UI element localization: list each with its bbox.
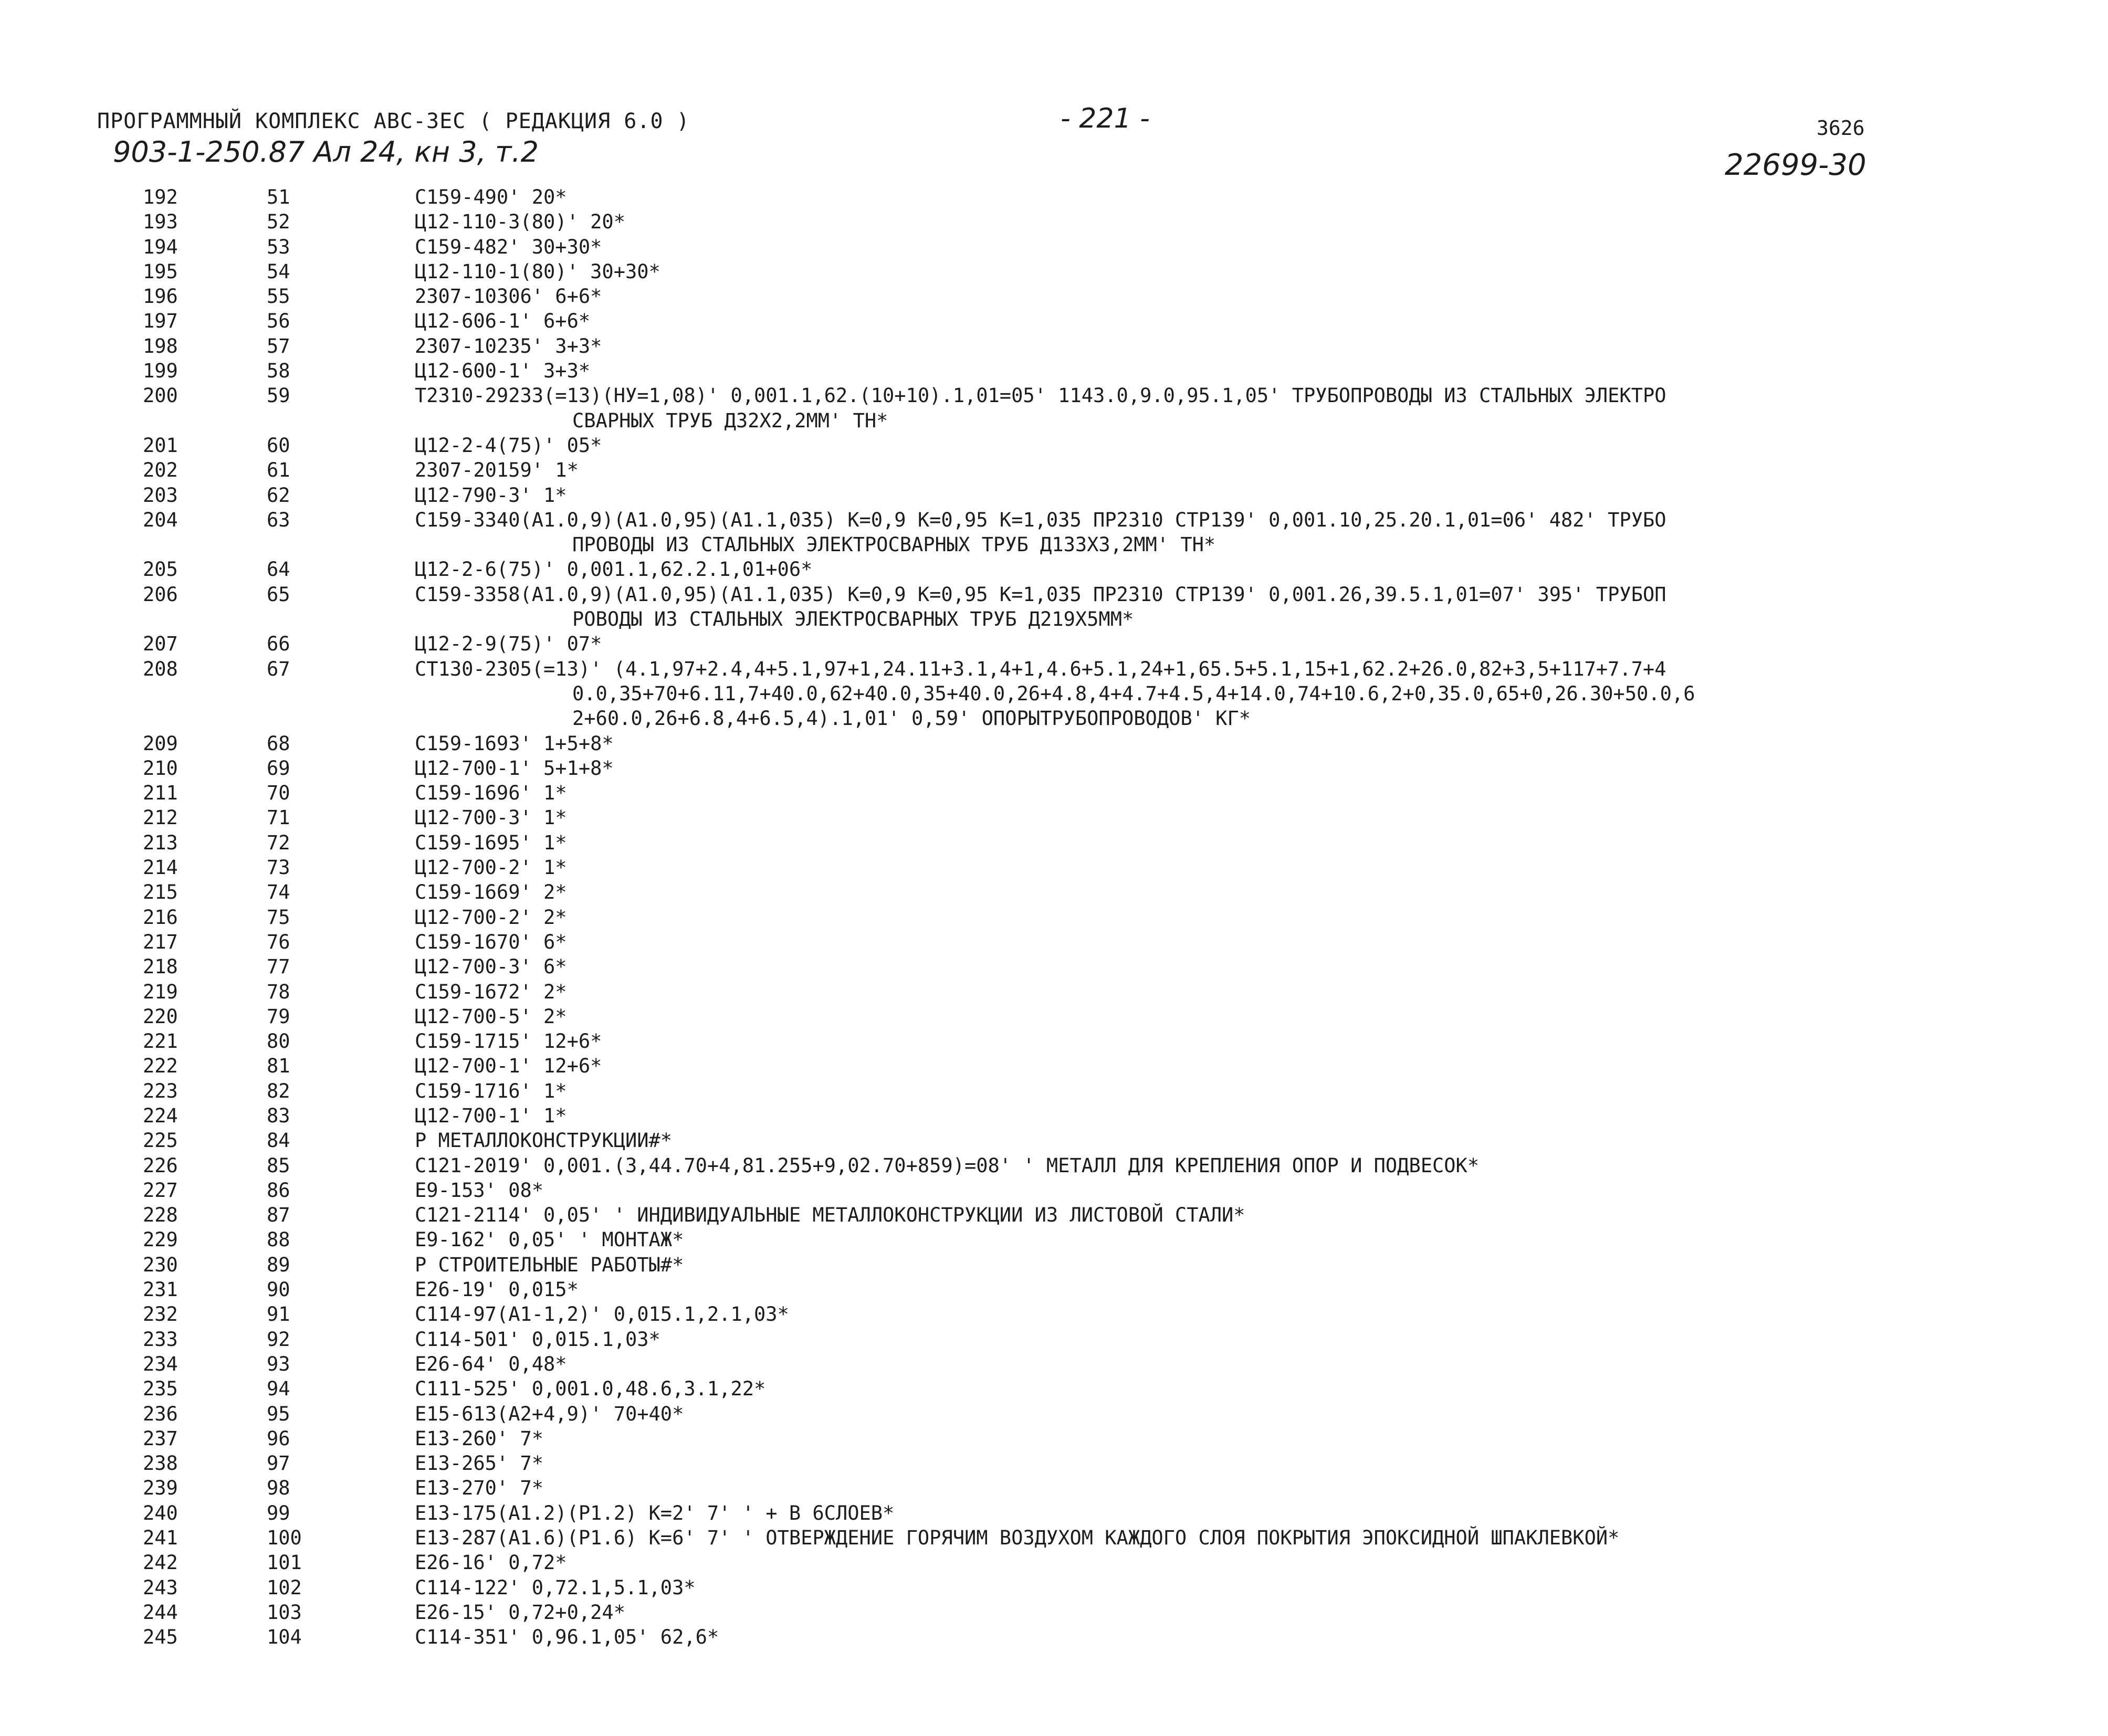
statement-line: СТ130-2305(=13)' (4.1,97+2.4,4+5.1,97+1,24.11+3.1,4+1,4.6+5.1,24+1,65.5+5.1,15+1,62.2+26.0,82+3,5+117+7.7+4 <box>415 657 1666 680</box>
statement-line: Ц12-110-3(80)' 20* <box>415 211 625 234</box>
listing-row <box>0 980 2108 1004</box>
statement-number: 85 <box>267 1154 290 1177</box>
statement-line: Ц12-700-2' 1* <box>415 856 567 879</box>
statement-text <box>415 1079 2108 1103</box>
statement-line: С159-1715' 12+6* <box>415 1030 602 1053</box>
statement-line: С159-490' 20* <box>415 186 567 208</box>
page-number: - 221 - <box>1061 103 1150 134</box>
statement-line: Е13-260' 7* <box>415 1427 544 1450</box>
statement-line: С159-1716' 1* <box>415 1079 567 1102</box>
statement-number: 69 <box>267 756 290 780</box>
line-number: 193 <box>143 211 178 234</box>
statement-number: 89 <box>267 1253 290 1276</box>
statement-line: Е15-613(А2+4,9)' 70+40* <box>415 1402 684 1425</box>
listing-row <box>0 880 2108 904</box>
listing-row <box>0 905 2108 930</box>
statement-text <box>415 508 2108 557</box>
statement-number: 62 <box>267 483 290 507</box>
listing-row <box>0 309 2108 333</box>
statement-text <box>415 1402 2108 1426</box>
listing-row <box>0 1153 2108 1178</box>
statement-text <box>415 458 2108 482</box>
statement-number: 93 <box>267 1352 290 1375</box>
line-number: 203 <box>143 483 178 507</box>
statement-number: 51 <box>267 186 290 208</box>
statement-line: Т2310-29233(=13)(НУ=1,08)' 0,001.1,62.(10+10).1,01=05' 1143.0,9.0,95.1,05' ТРУБОПРОВОДЫ ИЗ СТАЛЬНЫХ ЭЛЕКТРО <box>415 384 1666 407</box>
statement-line: Е13-270' 7* <box>415 1477 544 1500</box>
line-number: 200 <box>143 384 178 407</box>
statement-line: С114-97(А1-1,2)' 0,015.1,2.1,03* <box>415 1303 789 1326</box>
line-number: 205 <box>143 558 178 581</box>
line-number: 231 <box>143 1278 178 1301</box>
listing-row <box>0 1352 2108 1376</box>
statement-line: Ц12-700-1' 5+1+8* <box>415 756 614 780</box>
statement-number: 82 <box>267 1079 290 1102</box>
statement-line: Ц12-2-6(75)' 0,001.1,62.2.1,01+06* <box>415 558 813 581</box>
listing-row <box>0 805 2108 830</box>
line-number: 240 <box>143 1501 178 1524</box>
listing-row <box>0 1525 2108 1550</box>
listing-row <box>0 1625 2108 1649</box>
line-number: 209 <box>143 732 178 755</box>
listing-row <box>0 1128 2108 1153</box>
program-listing <box>0 185 2108 1650</box>
statement-text <box>415 433 2108 458</box>
statement-text <box>415 284 2108 309</box>
line-number: 201 <box>143 434 178 457</box>
statement-number: 84 <box>267 1129 290 1152</box>
statement-line: Е13-175(А1.2)(Р1.2) К=2' 7' ' + В 6СЛОЕВ* <box>415 1501 895 1524</box>
line-number: 223 <box>143 1079 178 1102</box>
listing-row <box>0 1302 2108 1327</box>
statement-line: С159-3340(А1.0,9)(А1.0,95)(А1.1,035) К=0,9 К=0,95 К=1,035 ПР2310 СТР139' 0,001.10,25.20.1,01=06' 482' ТРУБО <box>415 508 1666 531</box>
listing-row <box>0 1277 2108 1302</box>
statement-number: 71 <box>267 806 290 829</box>
listing-row <box>0 359 2108 383</box>
statement-line: Р МЕТАЛЛОКОНСТРУКЦИИ#* <box>415 1129 673 1152</box>
program-header: ПРОГРАММНЫЙ КОМПЛЕКС АВС-ЗЕС ( РЕДАКЦИЯ 6.0 ) <box>97 109 690 133</box>
statement-text <box>415 731 2108 756</box>
listing-row <box>0 1327 2108 1352</box>
line-number: 224 <box>143 1104 178 1127</box>
statement-line: Ц12-700-1' 12+6* <box>415 1055 602 1078</box>
statement-line: Ц12-700-3' 1* <box>415 806 567 829</box>
statement-number: 101 <box>267 1551 302 1574</box>
statement-number: 99 <box>267 1501 290 1524</box>
listing-row <box>0 334 2108 359</box>
statement-line: С159-1695' 1* <box>415 831 567 854</box>
statement-text <box>415 905 2108 930</box>
statement-continuation: 2+60.0,26+6.8,4+6.5,4).1,01' 0,59' ОПОРЫТРУБОПРОВОДОВ' КГ* <box>572 707 1251 730</box>
statement-line: С159-1696' 1* <box>415 782 567 805</box>
statement-number: 56 <box>267 310 290 333</box>
line-number: 195 <box>143 260 178 283</box>
listing-row <box>0 1054 2108 1078</box>
listing-row <box>0 1426 2108 1451</box>
statement-number: 86 <box>267 1179 290 1202</box>
statement-text <box>415 1327 2108 1352</box>
statement-number: 59 <box>267 384 290 407</box>
listing-row <box>0 1402 2108 1426</box>
listing-row <box>0 582 2108 632</box>
statement-text <box>415 1153 2108 1178</box>
statement-number: 81 <box>267 1055 290 1078</box>
statement-line: С121-2114' 0,05' ' ИНДИВИДУАЛЬНЫЕ МЕТАЛЛОКОНСТРУКЦИИ ИЗ ЛИСТОВОЙ СТАЛИ* <box>415 1204 1245 1227</box>
line-number: 212 <box>143 806 178 829</box>
statement-text <box>415 1178 2108 1203</box>
statement-text <box>415 1054 2108 1078</box>
statement-number: 80 <box>267 1030 290 1053</box>
statement-text <box>415 1302 2108 1327</box>
line-number: 242 <box>143 1551 178 1574</box>
listing-row <box>0 1550 2108 1575</box>
listing-row <box>0 557 2108 582</box>
statement-text <box>415 1525 2108 1550</box>
statement-line: С159-3358(А1.0,9)(А1.0,95)(А1.1,035) К=0,9 К=0,95 К=1,035 ПР2310 СТР139' 0,001.26,39.5.1,01=07' 395' ТРУБОП <box>415 583 1666 606</box>
line-number: 207 <box>143 633 178 656</box>
line-number: 226 <box>143 1154 178 1177</box>
statement-text <box>415 1625 2108 1649</box>
statement-text <box>415 1376 2108 1401</box>
line-number: 211 <box>143 782 178 805</box>
line-number: 230 <box>143 1253 178 1276</box>
statement-continuation: РОВОДЫ ИЗ СТАЛЬНЫХ ЭЛЕКТРОСВАРНЫХ ТРУБ Д219Х5ММ* <box>572 608 1134 631</box>
line-number: 227 <box>143 1179 178 1202</box>
statement-text <box>415 756 2108 781</box>
statement-text <box>415 781 2108 805</box>
statement-text <box>415 1476 2108 1500</box>
listing-row <box>0 1004 2108 1029</box>
listing-row <box>0 1600 2108 1625</box>
statement-line: С159-482' 30+30* <box>415 235 602 258</box>
statement-text <box>415 1103 2108 1128</box>
statement-line: Ц12-606-1' 6+6* <box>415 310 591 333</box>
statement-number: 102 <box>267 1576 302 1599</box>
statement-line: С159-1670' 6* <box>415 930 567 953</box>
statement-number: 75 <box>267 906 290 929</box>
statement-line: Е26-15' 0,72+0,24* <box>415 1601 625 1624</box>
line-number: 216 <box>143 906 178 929</box>
statement-number: 98 <box>267 1477 290 1500</box>
statement-number: 94 <box>267 1377 290 1401</box>
listing-row <box>0 483 2108 508</box>
statement-line: С121-2019' 0,001.(3,44.70+4,81.255+9,02.70+859)=08' ' МЕТАЛЛ ДЛЯ КРЕПЛЕНИЯ ОПОР И ПОДВЕСОК* <box>415 1154 1480 1177</box>
line-number: 213 <box>143 831 178 854</box>
statement-text <box>415 1426 2108 1451</box>
statement-text <box>415 805 2108 830</box>
line-number: 241 <box>143 1527 178 1550</box>
statement-number: 58 <box>267 360 290 383</box>
line-number: 215 <box>143 881 178 904</box>
document-code: 3626 <box>1817 117 1865 140</box>
statement-line: Е9-162' 0,05' ' МОНТАЖ* <box>415 1228 684 1251</box>
statement-number: 60 <box>267 434 290 457</box>
line-number: 222 <box>143 1055 178 1078</box>
statement-line: С114-122' 0,72.1,5.1,03* <box>415 1576 696 1599</box>
line-number: 225 <box>143 1129 178 1152</box>
line-number: 210 <box>143 756 178 780</box>
statement-line: С114-501' 0,015.1,03* <box>415 1328 660 1351</box>
line-number: 196 <box>143 285 178 308</box>
statement-text <box>415 383 2108 433</box>
statement-text <box>415 954 2108 979</box>
statement-text <box>415 235 2108 259</box>
line-number: 217 <box>143 930 178 953</box>
listing-row <box>0 954 2108 979</box>
statement-text <box>415 930 2108 954</box>
handwritten-reference: 903-1-250.87 Ал 24, кн 3, т.2 <box>113 135 539 169</box>
statement-text <box>415 483 2108 508</box>
listing-row <box>0 781 2108 805</box>
statement-line: С114-351' 0,96.1,05' 62,6* <box>415 1626 719 1649</box>
line-number: 208 <box>143 657 178 680</box>
line-number: 218 <box>143 955 178 979</box>
line-number: 202 <box>143 459 178 482</box>
statement-line: С159-1669' 2* <box>415 881 567 904</box>
statement-number: 76 <box>267 930 290 953</box>
statement-text <box>415 1550 2108 1575</box>
inventory-stamp: 22699-30 <box>1725 148 1866 182</box>
statement-text <box>415 1501 2108 1525</box>
statement-number: 92 <box>267 1328 290 1351</box>
listing-row <box>0 259 2108 284</box>
line-number: 243 <box>143 1576 178 1599</box>
line-number: 239 <box>143 1477 178 1500</box>
statement-text <box>415 359 2108 383</box>
listing-row <box>0 284 2108 309</box>
statement-line: Ц12-600-1' 3+3* <box>415 360 591 383</box>
statement-number: 97 <box>267 1452 290 1475</box>
statement-number: 91 <box>267 1303 290 1326</box>
line-number: 198 <box>143 334 178 357</box>
statement-continuation: СВАРНЫХ ТРУБ Д32Х2,2ММ' ТН* <box>572 409 888 432</box>
listing-row <box>0 235 2108 259</box>
line-number: 238 <box>143 1452 178 1475</box>
statement-number: 78 <box>267 980 290 1003</box>
statement-line: Р СТРОИТЕЛЬНЫЕ РАБОТЫ#* <box>415 1253 684 1276</box>
statement-number: 100 <box>267 1527 302 1550</box>
listing-row <box>0 1501 2108 1525</box>
statement-number: 72 <box>267 831 290 854</box>
statement-line: Е13-265' 7* <box>415 1452 544 1475</box>
statement-number: 67 <box>267 657 290 680</box>
statement-number: 65 <box>267 583 290 606</box>
listing-row <box>0 508 2108 557</box>
line-number: 204 <box>143 508 178 531</box>
line-number: 235 <box>143 1377 178 1401</box>
listing-row <box>0 1029 2108 1054</box>
statement-number: 73 <box>267 856 290 879</box>
statement-text <box>415 1600 2108 1625</box>
statement-text <box>415 185 2108 209</box>
statement-text <box>415 1203 2108 1227</box>
listing-row <box>0 830 2108 855</box>
line-number: 219 <box>143 980 178 1003</box>
line-number: 236 <box>143 1402 178 1425</box>
line-number: 197 <box>143 310 178 333</box>
statement-line: Ц12-700-1' 1* <box>415 1104 567 1127</box>
line-number: 234 <box>143 1352 178 1375</box>
line-number: 233 <box>143 1328 178 1351</box>
line-number: 237 <box>143 1427 178 1450</box>
listing-row <box>0 1253 2108 1277</box>
listing-row <box>0 1203 2108 1227</box>
statement-number: 96 <box>267 1427 290 1450</box>
statement-line: 2307-20159' 1* <box>415 459 579 482</box>
listing-row <box>0 731 2108 756</box>
statement-line: Ц12-790-3' 1* <box>415 483 567 507</box>
statement-number: 104 <box>267 1626 302 1649</box>
statement-line: Ц12-700-3' 6* <box>415 955 567 979</box>
listing-row <box>0 1079 2108 1103</box>
statement-line: Ц12-2-9(75)' 07* <box>415 633 602 656</box>
line-number: 221 <box>143 1030 178 1053</box>
statement-line: Ц12-700-5' 2* <box>415 1005 567 1028</box>
line-number: 232 <box>143 1303 178 1326</box>
statement-number: 61 <box>267 459 290 482</box>
statement-text <box>415 632 2108 656</box>
listing-row <box>0 1575 2108 1600</box>
statement-text <box>415 1352 2108 1376</box>
statement-number: 90 <box>267 1278 290 1301</box>
statement-number: 87 <box>267 1204 290 1227</box>
listing-row <box>0 383 2108 433</box>
statement-line: С159-1672' 2* <box>415 980 567 1003</box>
statement-text <box>415 830 2108 855</box>
statement-number: 88 <box>267 1228 290 1251</box>
listing-row <box>0 657 2108 731</box>
statement-number: 68 <box>267 732 290 755</box>
statement-text <box>415 557 2108 582</box>
listing-row <box>0 209 2108 234</box>
statement-number: 63 <box>267 508 290 531</box>
statement-number: 70 <box>267 782 290 805</box>
listing-row <box>0 1376 2108 1401</box>
statement-text <box>415 855 2108 880</box>
listing-row <box>0 855 2108 880</box>
statement-line: С111-525' 0,001.0,48.6,3.1,22* <box>415 1377 766 1401</box>
statement-number: 77 <box>267 955 290 979</box>
statement-number: 57 <box>267 334 290 357</box>
listing-row <box>0 1227 2108 1252</box>
statement-line: Е26-16' 0,72* <box>415 1551 567 1574</box>
statement-number: 53 <box>267 235 290 258</box>
statement-number: 83 <box>267 1104 290 1127</box>
statement-text <box>415 1575 2108 1600</box>
statement-text <box>415 657 2108 731</box>
listing-row <box>0 433 2108 458</box>
statement-number: 103 <box>267 1601 302 1624</box>
line-number: 220 <box>143 1005 178 1028</box>
statement-text <box>415 1277 2108 1302</box>
statement-line: Ц12-2-4(75)' 05* <box>415 434 602 457</box>
statement-text <box>415 1004 2108 1029</box>
statement-continuation: 0.0,35+70+6.11,7+40.0,62+40.0,35+40.0,26+4.8,4+4.7+4.5,4+14.0,74+10.6,2+0,35.0,65+0,26.30+50.0,6 <box>572 682 1695 705</box>
line-number: 194 <box>143 235 178 258</box>
statement-text <box>415 259 2108 284</box>
statement-number: 52 <box>267 211 290 234</box>
listing-row <box>0 1103 2108 1128</box>
line-number: 199 <box>143 360 178 383</box>
statement-number: 66 <box>267 633 290 656</box>
statement-text <box>415 309 2108 333</box>
statement-continuation: ПРОВОДЫ ИЗ СТАЛЬНЫХ ЭЛЕКТРОСВАРНЫХ ТРУБ Д133Х3,2ММ' ТН* <box>572 533 1216 556</box>
statement-number: 95 <box>267 1402 290 1425</box>
listing-row <box>0 632 2108 656</box>
statement-number: 54 <box>267 260 290 283</box>
listing-row <box>0 458 2108 482</box>
statement-line: Ц12-110-1(80)' 30+30* <box>415 260 660 283</box>
statement-line: Е26-64' 0,48* <box>415 1352 567 1375</box>
statement-line: С159-1693' 1+5+8* <box>415 732 614 755</box>
statement-text <box>415 1029 2108 1054</box>
line-number: 228 <box>143 1204 178 1227</box>
statement-line: Ц12-700-2' 2* <box>415 906 567 929</box>
statement-number: 74 <box>267 881 290 904</box>
statement-line: Е9-153' 08* <box>415 1179 544 1202</box>
listing-row <box>0 185 2108 209</box>
listing-row <box>0 1476 2108 1500</box>
statement-text <box>415 209 2108 234</box>
listing-row <box>0 1451 2108 1476</box>
statement-text <box>415 980 2108 1004</box>
statement-number: 64 <box>267 558 290 581</box>
statement-text <box>415 1253 2108 1277</box>
statement-line: 2307-10235' 3+3* <box>415 334 602 357</box>
line-number: 245 <box>143 1626 178 1649</box>
statement-text <box>415 1451 2108 1476</box>
line-number: 206 <box>143 583 178 606</box>
listing-row <box>0 1178 2108 1203</box>
statement-number: 55 <box>267 285 290 308</box>
statement-text <box>415 582 2108 632</box>
statement-number: 79 <box>267 1005 290 1028</box>
statement-text <box>415 880 2108 904</box>
statement-line: Е13-287(А1.6)(Р1.6) К=6' 7' ' ОТВЕРЖДЕНИЕ ГОРЯЧИМ ВОЗДУХОМ КАЖДОГО СЛОЯ ПОКРЫТИЯ ЭПОКСИДНОЙ ШПАКЛЕВКОЙ* <box>415 1527 1620 1550</box>
statement-line: 2307-10306' 6+6* <box>415 285 602 308</box>
line-number: 192 <box>143 186 178 208</box>
statement-line: Е26-19' 0,015* <box>415 1278 579 1301</box>
line-number: 214 <box>143 856 178 879</box>
statement-text <box>415 334 2108 359</box>
line-number: 229 <box>143 1228 178 1251</box>
line-number: 244 <box>143 1601 178 1624</box>
statement-text <box>415 1227 2108 1252</box>
listing-row <box>0 756 2108 781</box>
listing-row <box>0 930 2108 954</box>
statement-text <box>415 1128 2108 1153</box>
